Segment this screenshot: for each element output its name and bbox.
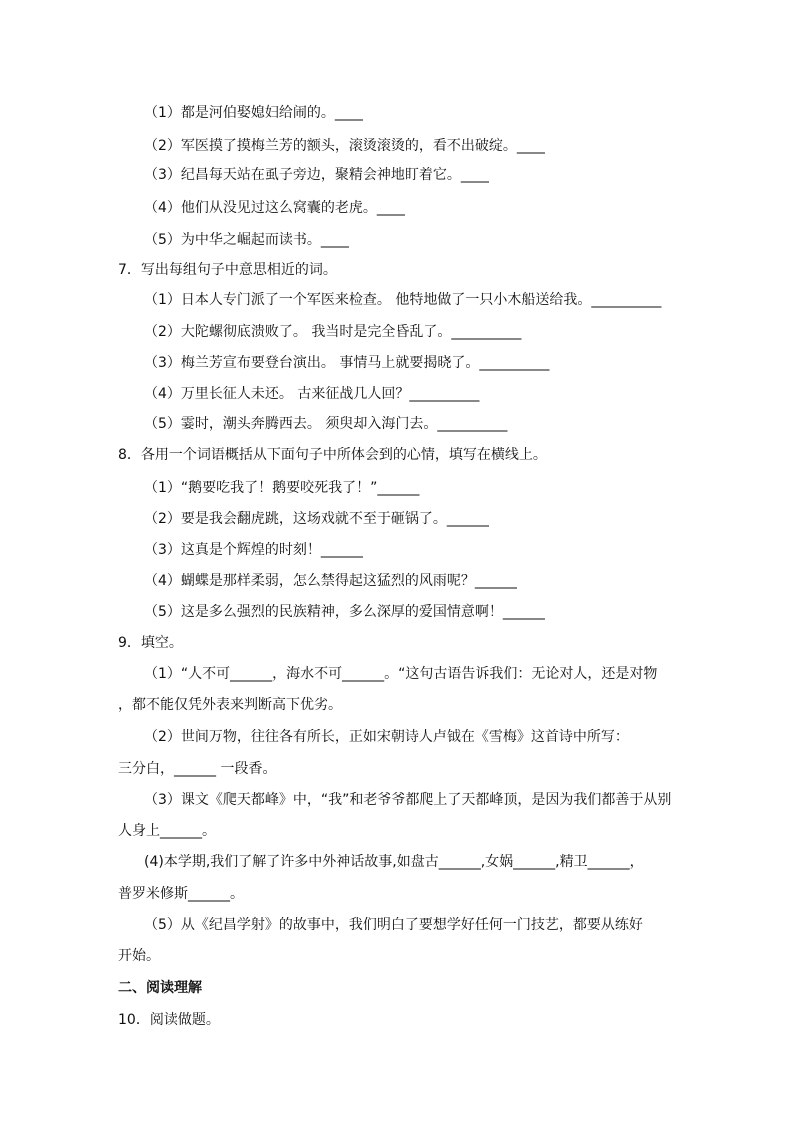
q8-title: 8．各用一个词语概括从下面句子中所体会到的心情，填写在横线上。 [118, 447, 547, 463]
q7-item-3: （3）梅兰芳宣布要登台演出。 事情马上就要揭晓了。__________ [144, 355, 550, 371]
q9-line-10: 开始。 [118, 948, 160, 964]
q7-item-2: （2）大陀螺彻底溃败了。 我当时是完全昏乱了。__________ [144, 324, 522, 340]
q7-item-5: （5）霎时，潮头奔腾西去。 须臾却入海门去。__________ [144, 416, 508, 432]
q9-line-7: (4)本学期,我们了解了许多中外神话故事,如盘古______,女娲______,精卫______， [144, 854, 644, 870]
q6-item-2: （2）军医摸了摸梅兰芳的额头，滚烫滚烫的，看不出破绽。____ [144, 138, 545, 154]
q9-line-8: 普罗米修斯______。 [118, 886, 244, 902]
q7-title: 7．写出每组句子中意思相近的词。 [118, 262, 337, 278]
q6-item-1: （1）都是河伯娶媳妇给闹的。____ [144, 105, 363, 121]
section-heading-reading: 二、阅读理解 [118, 980, 202, 996]
q6-item-4: （4）他们从没见过这么窝囊的老虎。____ [144, 200, 405, 216]
q6-item-5: （5）为中华之崛起而读书。____ [144, 232, 349, 248]
q8-item-4: （4）蝴蝶是那样柔弱，怎么禁得起这猛烈的风雨呢？______ [144, 573, 517, 589]
q6-item-3: （3）纪昌每天站在虱子旁边，聚精会神地盯着它。____ [144, 167, 489, 183]
q8-item-5: （5）这是多么强烈的民族精神，多么深厚的爱国情意啊！______ [144, 604, 545, 620]
q8-item-1: （1）“鹅要吃我了！鹅要咬死我了！”______ [144, 480, 420, 496]
q8-item-2: （2）要是我会翻虎跳，这场戏就不至于砸锅了。______ [144, 511, 489, 527]
q9-line-6: 人身上______。 [118, 823, 216, 839]
q9-title: 9．填空。 [118, 635, 183, 651]
q9-line-4: 三分白，______ 一段香。 [118, 761, 277, 777]
q9-line-2: ，都不能仅凭外表来判断高下优劣。 [118, 697, 342, 713]
q9-line-5: （3）课文《爬天都峰》中，“我”和老爷爷都爬上了天都峰顶，是因为我们都善于从别 [144, 792, 672, 808]
q7-item-4: （4）万里长征人未还。 古来征战几人回？__________ [144, 386, 480, 402]
q9-line-3: （2）世间万物，往往各有所长，正如宋朝诗人卢钺在《雪梅》这首诗中所写： [144, 729, 629, 745]
q8-item-3: （3）这真是个辉煌的时刻！______ [144, 542, 363, 558]
q9-line-9: （5）从《纪昌学射》的故事中，我们明白了要想学好任何一门技艺，都要从练好 [144, 917, 643, 933]
q7-item-1: （1）日本人专门派了一个军医来检查。 他特地做了一只小木船送给我。__________ [144, 292, 662, 308]
q9-line-1: （1）“人不可______，海水不可______。“这句古语告诉我们：无论对人，还是对物 [144, 666, 658, 682]
q10-title: 10．阅读做题。 [118, 1012, 220, 1028]
